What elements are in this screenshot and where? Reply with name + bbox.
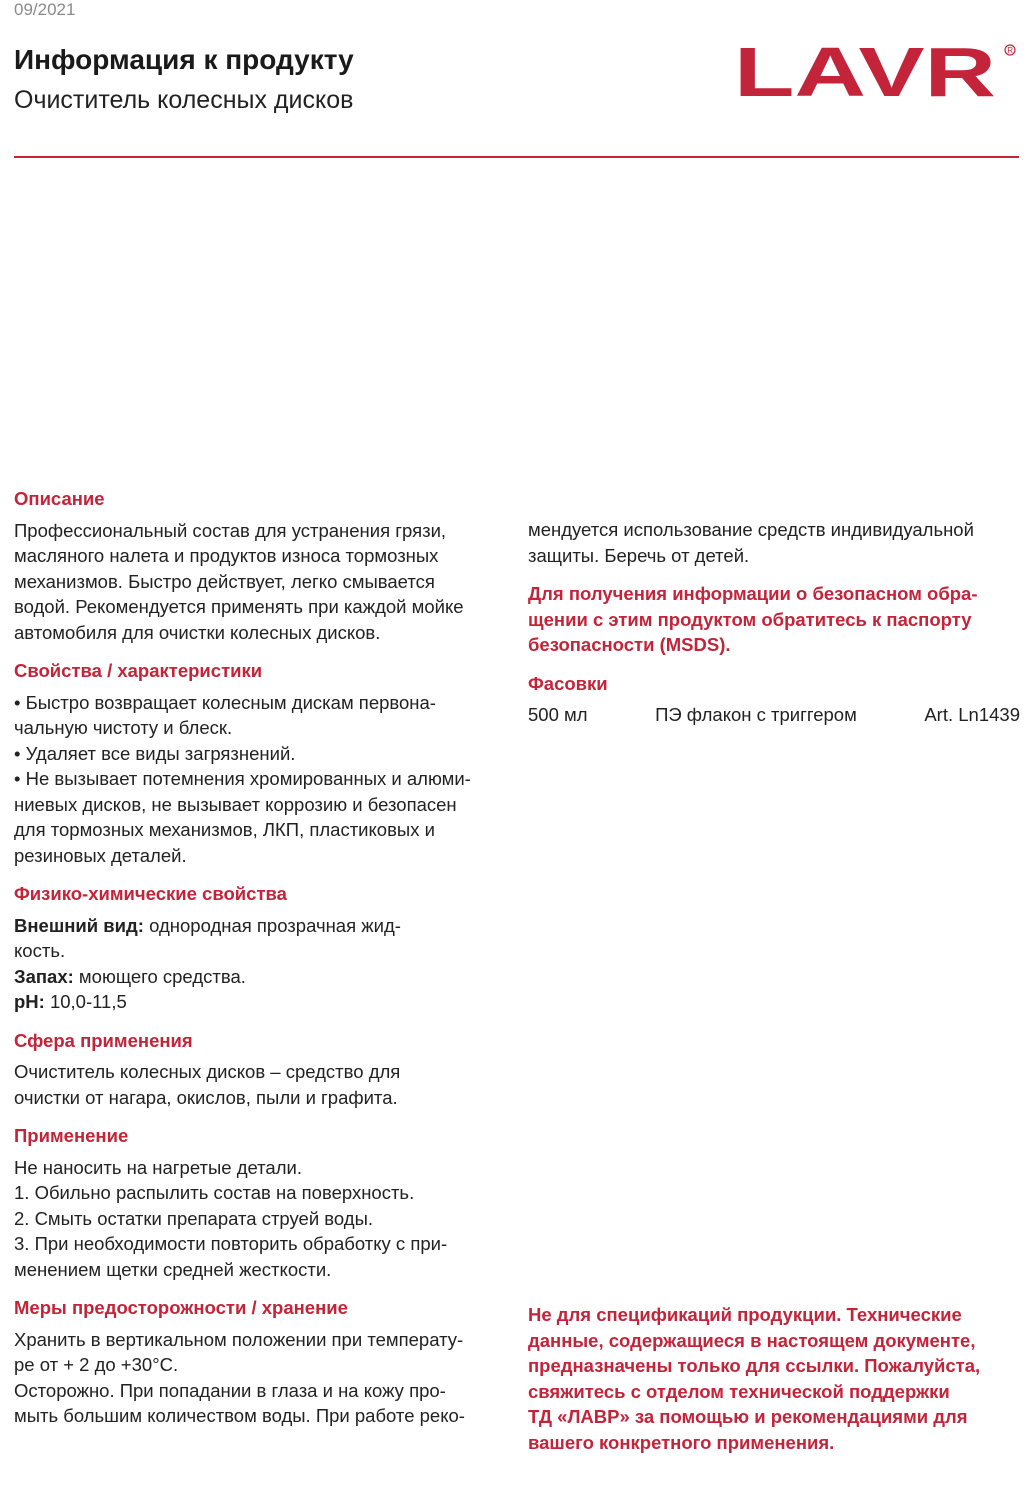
usage-text: Не наносить на нагретые детали. 1. Обильно распылить состав на поверхность. 2. Смыть остатки препарата струей воды. 3. При необходимости повторить обработку с при- менением щетки средней жесткости. <box>14 1156 448 1280</box>
scope-text: Очиститель колесных дисков – средство для очистки от нагара, окислов, пыли и графита. <box>14 1061 401 1108</box>
ph-value: 10,0-11,5 <box>44 991 127 1012</box>
precautions-section <box>14 1295 509 1429</box>
usage-heading: Применение <box>14 1125 129 1146</box>
description-text: Профессиональный состав для устранения грязи, масляного налета и продуктов износа тормозных механизмов. Быстро действует, легко смывается водой. Рекомендуется применять при каждой мойке автомобиля для очистки колесных дисков. <box>14 519 464 643</box>
appearance-value: однородная прозрачная жид- кость. <box>14 914 401 961</box>
odor-label: Запах: <box>14 965 74 987</box>
precautions-continued <box>528 517 1020 568</box>
description-heading: Описание <box>14 488 105 509</box>
package-container: ПЭ флакон с триггером <box>655 704 857 725</box>
lavr-logo-text: LAVR <box>734 38 996 104</box>
ph-label: pH: <box>14 991 45 1012</box>
precautions-continued-text: мендуется использование средств индивидуальной защиты. Беречь от детей. <box>528 519 974 566</box>
precautions-heading: Меры предосторожности / хранение <box>14 1297 348 1318</box>
odor-row <box>14 964 509 990</box>
msds-section <box>528 581 1020 658</box>
svg-text:R: R <box>1007 46 1014 55</box>
precautions-text: Хранить в вертикальном положении при температу- ре от + 2 до +30°С. Осторожно. При попадании в глаза и на кожу про- мыть большим количеством воды. При работе реко- <box>14 1328 465 1426</box>
appearance-label: Внешний вид: <box>14 914 144 936</box>
physchem-section <box>14 881 509 1015</box>
msds-note: Для получения информации о безопасном обра- щении с этим продуктом обратитесь к паспорту безопасности (MSDS). <box>528 583 978 655</box>
left-column <box>14 486 509 1442</box>
right-column <box>528 517 1020 741</box>
odor-value: моющего средства. <box>73 965 246 987</box>
properties-heading: Свойства / характеристики <box>14 660 263 681</box>
page-title: Информация к продукту <box>14 44 354 75</box>
header-divider <box>14 156 1019 158</box>
disclaimer-section <box>528 1302 1020 1455</box>
properties-text: • Быстро возвращает колесным дискам первона- чальную чистоту и блеск. • Удаляет все виды загрязнений. • Не вызывает потемнения хромированных и алюми- ниевых дисков, не вызывает коррозию и безопасен для тормозных механизмов, ЛКП, пластиковых и резиновых деталей. <box>14 691 471 866</box>
packaging-heading: Фасовки <box>528 672 608 694</box>
packaging-section <box>528 671 1020 728</box>
package-article: Art. Ln1439 <box>924 704 1020 725</box>
scope-section <box>14 1028 509 1111</box>
appearance-row <box>14 913 509 964</box>
scope-heading: Сфера применения <box>14 1029 193 1051</box>
ph-row <box>14 989 509 1015</box>
usage-section <box>14 1123 509 1282</box>
package-volume: 500 мл <box>528 704 588 725</box>
page-subtitle: Очиститель колесных дисков <box>14 86 354 114</box>
document-date: 09/2021 <box>14 0 76 19</box>
description-section <box>14 486 509 645</box>
packaging-row <box>528 702 1020 728</box>
physchem-heading: Физико-химические свойства <box>14 883 287 904</box>
properties-section <box>14 658 509 868</box>
disclaimer-text: Не для спецификаций продукции. Технические данные, содержащиеся в настоящем документе, предназначены только для ссылки. Пожалуйста, свяжитесь с отделом технической поддержки ТД «ЛАВР» за помощью и рекомендациями для вашего конкретного применения. <box>528 1304 981 1453</box>
lavr-logo <box>730 38 1020 104</box>
